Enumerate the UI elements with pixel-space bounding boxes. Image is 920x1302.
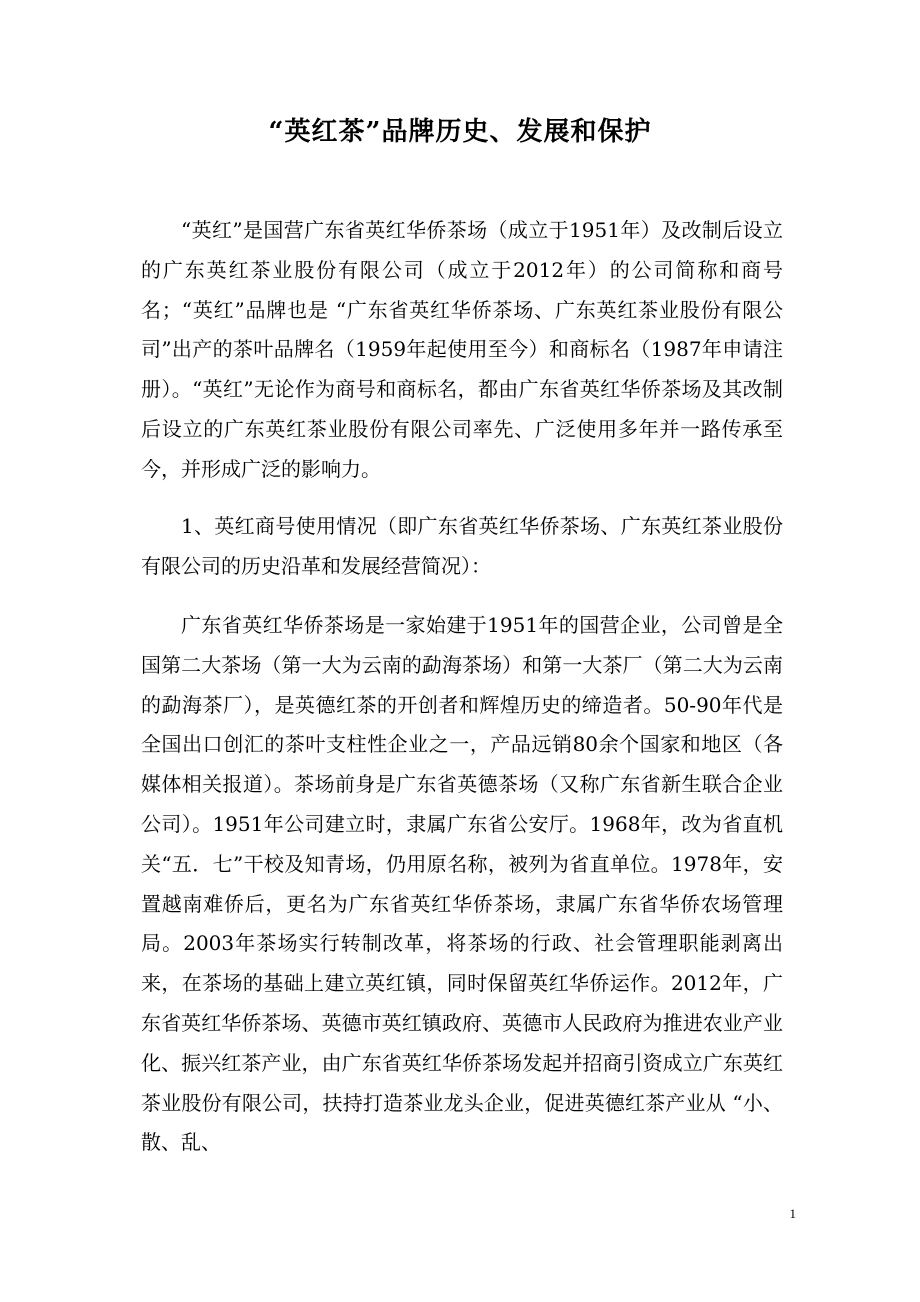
document-title: “英红茶”品牌历史、发展和保护 (268, 117, 652, 147)
paragraph-intro: “英红”是国营广东省英红华侨茶场（成立于1951年）及改制后设立的广东英红茶业股份有限公司（成立于2012年）的公司简称和商号名；“英红”品牌也是 “广东省英红华侨茶场、广东英红茶业股份有限公司”出产的茶叶品牌名（1959年起使用至今）和商标名（1987年申请注册）。“英红”无论作为商号和商标名，都由广东省英红华侨茶场及其改制后设立的广东英红茶业股份有限公司率先、广泛使用多年并一路传承至今，并形成广泛的影响力。 (141, 218, 783, 481)
page-number: 1 (789, 1206, 796, 1221)
paragraph-section-heading: 1、英红商号使用情况（即广东省英红华侨茶场、广东英红茶业股份有限公司的历史沿革和发展经营简况）： (141, 514, 783, 578)
paragraph-company-history: 广东省英红华侨茶场是一家始建于1951年的国营企业，公司曾是全国第二大茶场（第一大为云南的勐海茶场）和第一大茶厂（第二大为云南的勐海茶厂），是英德红茶的开创者和辉煌历史的缔造者。50-90年代是全国出口创汇的茶叶支柱性企业之一，产品远销80余个国家和地区（各媒体相关报道）。茶场前身是广东省英德茶场（又称广东省新生联合企业公司）。1951年公司建立时，隶属广东省公安厅。1968年，改为省直机关“五．七”干校及知青场，仍用原名称，被列为省直单位。1978年，安置越南难侨后，更名为广东省英红华侨茶场，隶属广东省华侨农场管理局。2003年茶场实行转制改革，将茶场的行政、社会管理职能剥离出来，在茶场的基础上建立英红镇，同时保留英红华侨运作。2012年，广东省英红华侨茶场、英德市英红镇政府、英德市人民政府为推进农业产业化、振兴红茶产业，由广东省英红华侨茶场发起并招商引资成立广东英红茶业股份有限公司，扶持打造茶业龙头企业，促进英德红茶产业从 “小、散、乱、 (141, 613, 783, 1155)
